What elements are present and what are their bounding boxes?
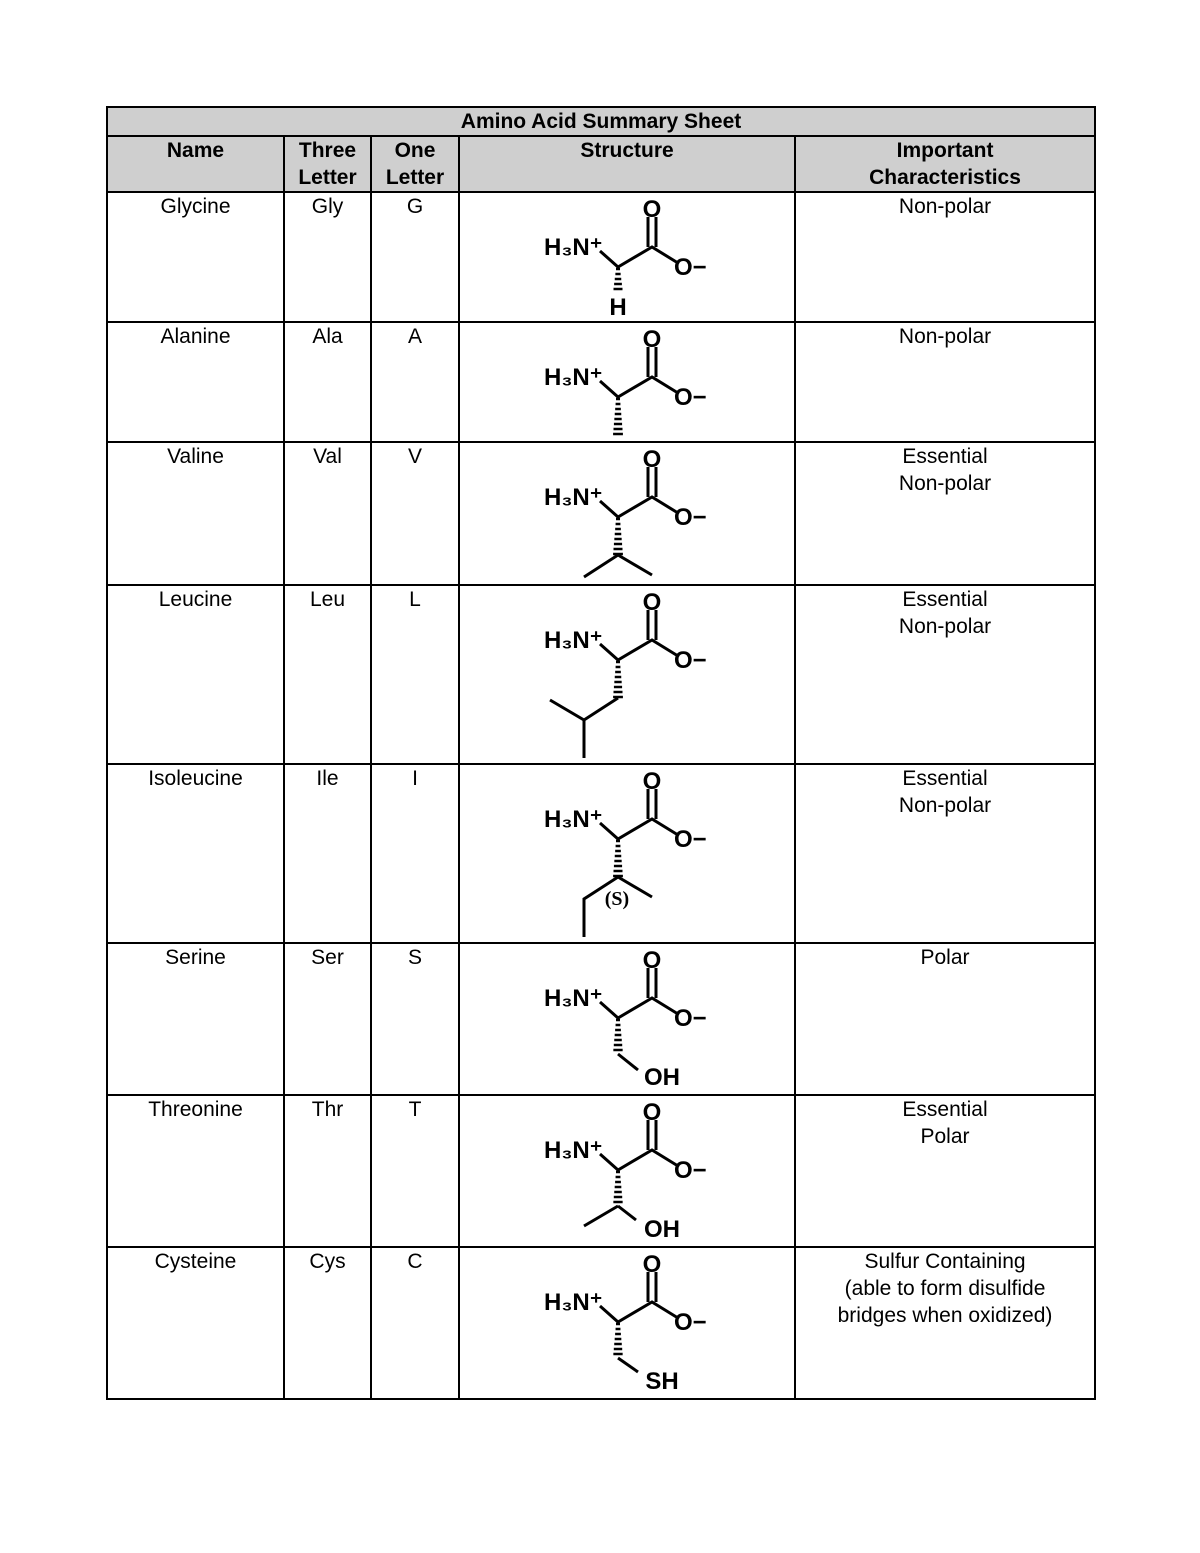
side-chain-bond	[618, 1054, 638, 1070]
header-characteristics: Important Characteristics	[795, 136, 1095, 192]
isoleucine-structure	[460, 765, 796, 942]
carboxylate-label: O−	[674, 647, 707, 674]
characteristics-cell: Polar	[795, 943, 1095, 1095]
one-letter-cell: I	[371, 764, 459, 943]
leucine-structure	[460, 586, 796, 763]
structure-cell	[459, 192, 795, 322]
name-cell: Threonine	[107, 1095, 284, 1247]
table-row	[107, 1247, 1095, 1399]
structure-cell	[459, 322, 795, 442]
side-chain-bond	[584, 555, 652, 577]
oxygen-label: O	[642, 1099, 662, 1126]
backbone-bond	[600, 998, 678, 1018]
one-letter-cell: G	[371, 192, 459, 322]
name-cell: Leucine	[107, 585, 284, 764]
backbone-bond	[600, 1302, 678, 1322]
oxygen-label: O	[642, 196, 662, 223]
carboxylate-label: O−	[674, 504, 707, 531]
characteristics-cell: Essential Non-polar	[795, 585, 1095, 764]
table-row	[107, 1095, 1095, 1247]
carboxylate-label: O−	[674, 826, 707, 853]
hydroxyl-label: OH	[644, 1216, 680, 1243]
side-chain-bond	[550, 698, 618, 720]
table-row	[107, 764, 1095, 943]
structure-cell	[459, 442, 795, 585]
three-letter-cell: Ala	[284, 322, 371, 442]
serine-structure	[460, 944, 796, 1094]
name-cell: Isoleucine	[107, 764, 284, 943]
backbone-bond	[600, 1150, 678, 1170]
structure-cell	[459, 585, 795, 764]
threonine-structure	[460, 1096, 796, 1246]
oxygen-label: O	[642, 326, 662, 353]
header-structure: Structure	[459, 136, 795, 192]
three-letter-cell: Thr	[284, 1095, 371, 1247]
name-cell: Cysteine	[107, 1247, 284, 1399]
structure-cell	[459, 943, 795, 1095]
name-cell: Alanine	[107, 322, 284, 442]
oxygen-label: O	[642, 589, 662, 616]
header-name: Name	[107, 136, 284, 192]
one-letter-cell: C	[371, 1247, 459, 1399]
amine-label: H₃N⁺	[544, 1289, 603, 1316]
table-row	[107, 442, 1095, 585]
header-three-letter: Three Letter	[284, 136, 371, 192]
table-row	[107, 585, 1095, 764]
characteristics-cell: Essential Polar	[795, 1095, 1095, 1247]
oxygen-label: O	[642, 1251, 662, 1278]
one-letter-cell: V	[371, 442, 459, 585]
amine-label: H₃N⁺	[544, 985, 603, 1012]
carboxylate-label: O−	[674, 254, 707, 281]
three-letter-cell: Ile	[284, 764, 371, 943]
carboxylate-label: O−	[674, 1005, 707, 1032]
name-cell: Valine	[107, 442, 284, 585]
characteristics-cell: Essential Non-polar	[795, 764, 1095, 943]
three-letter-cell: Leu	[284, 585, 371, 764]
amine-label: H₃N⁺	[544, 484, 603, 511]
name-cell: Glycine	[107, 192, 284, 322]
table-row	[107, 943, 1095, 1095]
glycine-structure	[460, 193, 796, 321]
backbone-bond	[600, 247, 678, 267]
one-letter-cell: T	[371, 1095, 459, 1247]
name-cell: Serine	[107, 943, 284, 1095]
alanine-structure	[460, 323, 796, 441]
carboxylate-label: O−	[674, 1157, 707, 1184]
three-letter-cell: Cys	[284, 1247, 371, 1399]
backbone-bond	[600, 819, 678, 839]
hydroxyl-label: OH	[644, 1064, 680, 1091]
amino-acid-table	[106, 106, 1096, 1400]
amine-label: H₃N⁺	[544, 627, 603, 654]
three-letter-cell: Val	[284, 442, 371, 585]
backbone-bond	[600, 497, 678, 517]
backbone-bond	[600, 377, 678, 397]
characteristics-cell: Essential Non-polar	[795, 442, 1095, 585]
table-row	[107, 322, 1095, 442]
amine-label: H₃N⁺	[544, 806, 603, 833]
backbone-bond	[600, 640, 678, 660]
structure-cell	[459, 764, 795, 943]
structure-cell	[459, 1095, 795, 1247]
three-letter-cell: Ser	[284, 943, 371, 1095]
stereo-label: (S)	[604, 888, 630, 910]
one-letter-cell: S	[371, 943, 459, 1095]
carboxylate-label: O−	[674, 384, 707, 411]
characteristics-cell: Sulfur Containing (able to form disulfide bridges when oxidized)	[795, 1247, 1095, 1399]
side-chain-bond	[618, 1358, 638, 1372]
table-row	[107, 192, 1095, 322]
table-title: Amino Acid Summary Sheet	[107, 107, 1095, 136]
amine-label: H₃N⁺	[544, 234, 603, 261]
cysteine-structure	[460, 1248, 796, 1398]
header-one-letter: One Letter	[371, 136, 459, 192]
oxygen-label: O	[642, 947, 662, 974]
hydrogen-label: H	[609, 294, 627, 321]
three-letter-cell: Gly	[284, 192, 371, 322]
valine-structure	[460, 443, 796, 584]
one-letter-cell: L	[371, 585, 459, 764]
side-chain-bond	[584, 1206, 618, 1226]
oxygen-label: O	[642, 768, 662, 795]
one-letter-cell: A	[371, 322, 459, 442]
amine-label: H₃N⁺	[544, 364, 603, 391]
characteristics-cell: Non-polar	[795, 322, 1095, 442]
oxygen-label: O	[642, 446, 662, 473]
carboxylate-label: O−	[674, 1309, 707, 1336]
amine-label: H₃N⁺	[544, 1137, 603, 1164]
thiol-label: SH	[645, 1368, 679, 1395]
structure-cell	[459, 1247, 795, 1399]
characteristics-cell: Non-polar	[795, 192, 1095, 322]
side-chain-bond	[618, 1206, 636, 1220]
